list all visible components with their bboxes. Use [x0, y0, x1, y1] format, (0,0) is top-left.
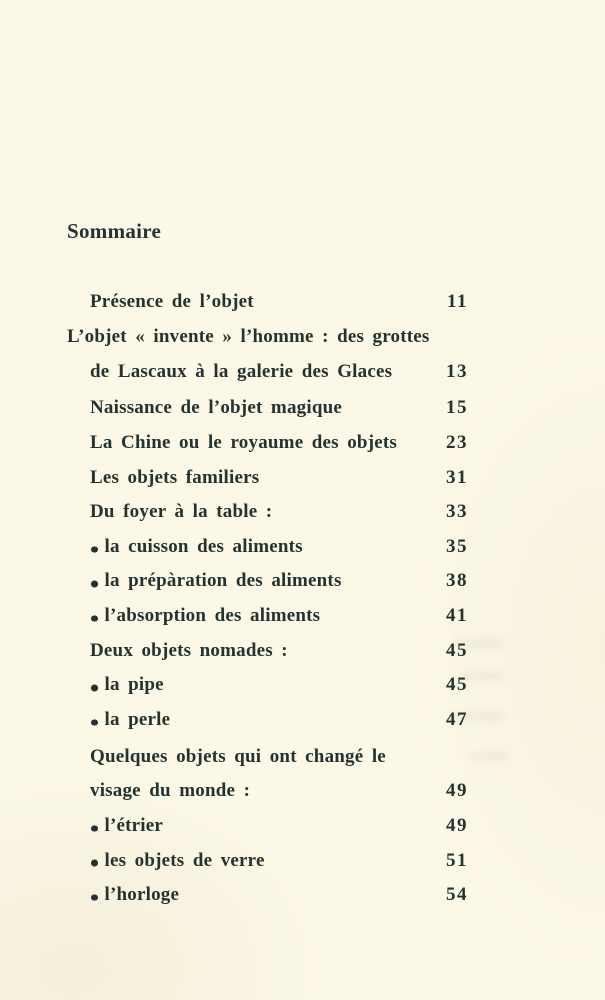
toc-entry: [67, 564, 468, 599]
toc-entry: [67, 495, 468, 530]
table-of-contents: [67, 285, 468, 913]
bullet-icon: [91, 615, 98, 622]
toc-entry: [67, 668, 468, 703]
bullet-icon: [91, 825, 98, 832]
toc-entry-page: 45: [446, 639, 468, 661]
toc-entry-text: Naissance de l’objet magique: [90, 397, 343, 419]
toc-entry-text: la perle: [104, 709, 171, 730]
toc-entry-text: Les objets familiers: [90, 466, 260, 488]
toc-entry-page: 15: [446, 397, 468, 419]
bullet-icon: [91, 894, 98, 901]
toc-entry-text: la prépàration des aliments: [104, 570, 342, 592]
page-title: Sommaire: [67, 219, 162, 243]
toc-entry-text: la cuisson des aliments: [104, 535, 303, 557]
toc-entry-page: 11: [447, 291, 468, 313]
toc-entry-text: Du foyer à la table :: [90, 501, 273, 523]
toc-entry-page: 45: [446, 674, 468, 696]
toc-entry: [67, 739, 468, 774]
toc-entry: [67, 599, 468, 634]
toc-entry: [67, 460, 468, 495]
toc-entry-page: 35: [446, 535, 468, 557]
toc-entry-text: La Chine ou le royaume des objets: [90, 431, 397, 453]
toc-entry-page: 54: [446, 884, 468, 906]
toc-entry: [67, 703, 468, 738]
toc-entry-text: Présence de l’objet: [90, 291, 254, 313]
toc-entry-page: 49: [446, 814, 468, 836]
toc-entry-text: l’étrier: [104, 814, 164, 836]
toc-entry-page: 41: [446, 605, 468, 627]
toc-entry-page: 38: [446, 570, 468, 592]
toc-entry: [67, 320, 468, 355]
toc-entry: [67, 285, 468, 320]
toc-entry-text: l’horloge: [104, 884, 180, 906]
bullet-icon: [91, 860, 98, 867]
bullet-icon: [91, 581, 98, 588]
toc-entry-page: 13: [446, 360, 468, 382]
toc-entry-page: 51: [446, 849, 468, 871]
toc-entry-text: les objets de verre: [104, 849, 265, 871]
toc-entry: [67, 354, 468, 389]
bullet-icon: [91, 685, 98, 692]
toc-entry-text: L’objet « invente » l’homme : des grottes: [67, 325, 430, 347]
toc-entry: [67, 391, 468, 426]
toc-entry-text: de Lascaux à la galerie des Glaces: [90, 360, 393, 382]
scan-artifact: [470, 752, 508, 761]
toc-entry-text: visage du monde :: [90, 780, 251, 802]
toc-entry-text: la pipe: [104, 674, 164, 696]
toc-entry: [67, 426, 468, 461]
toc-entry: [67, 809, 468, 844]
toc-entry: [67, 878, 468, 913]
toc-entry: [67, 774, 468, 809]
toc-entry-text: Deux objets nomades :: [90, 639, 288, 661]
toc-entry: [67, 843, 468, 878]
toc-entry-page: 49: [446, 780, 468, 802]
bullet-icon: [91, 719, 98, 726]
toc-entry-text: Quelques objets qui ont changé le: [90, 745, 386, 767]
toc-entry: [67, 529, 468, 564]
toc-entry-page: 23: [446, 431, 468, 453]
bullet-icon: [91, 546, 98, 553]
toc-entry-page: 47: [446, 709, 468, 730]
toc-entry-page: 31: [446, 466, 468, 488]
toc-entry-text: l’absorption des aliments: [104, 605, 321, 627]
toc-entry: [67, 633, 468, 668]
toc-entry-page: 33: [446, 501, 468, 523]
